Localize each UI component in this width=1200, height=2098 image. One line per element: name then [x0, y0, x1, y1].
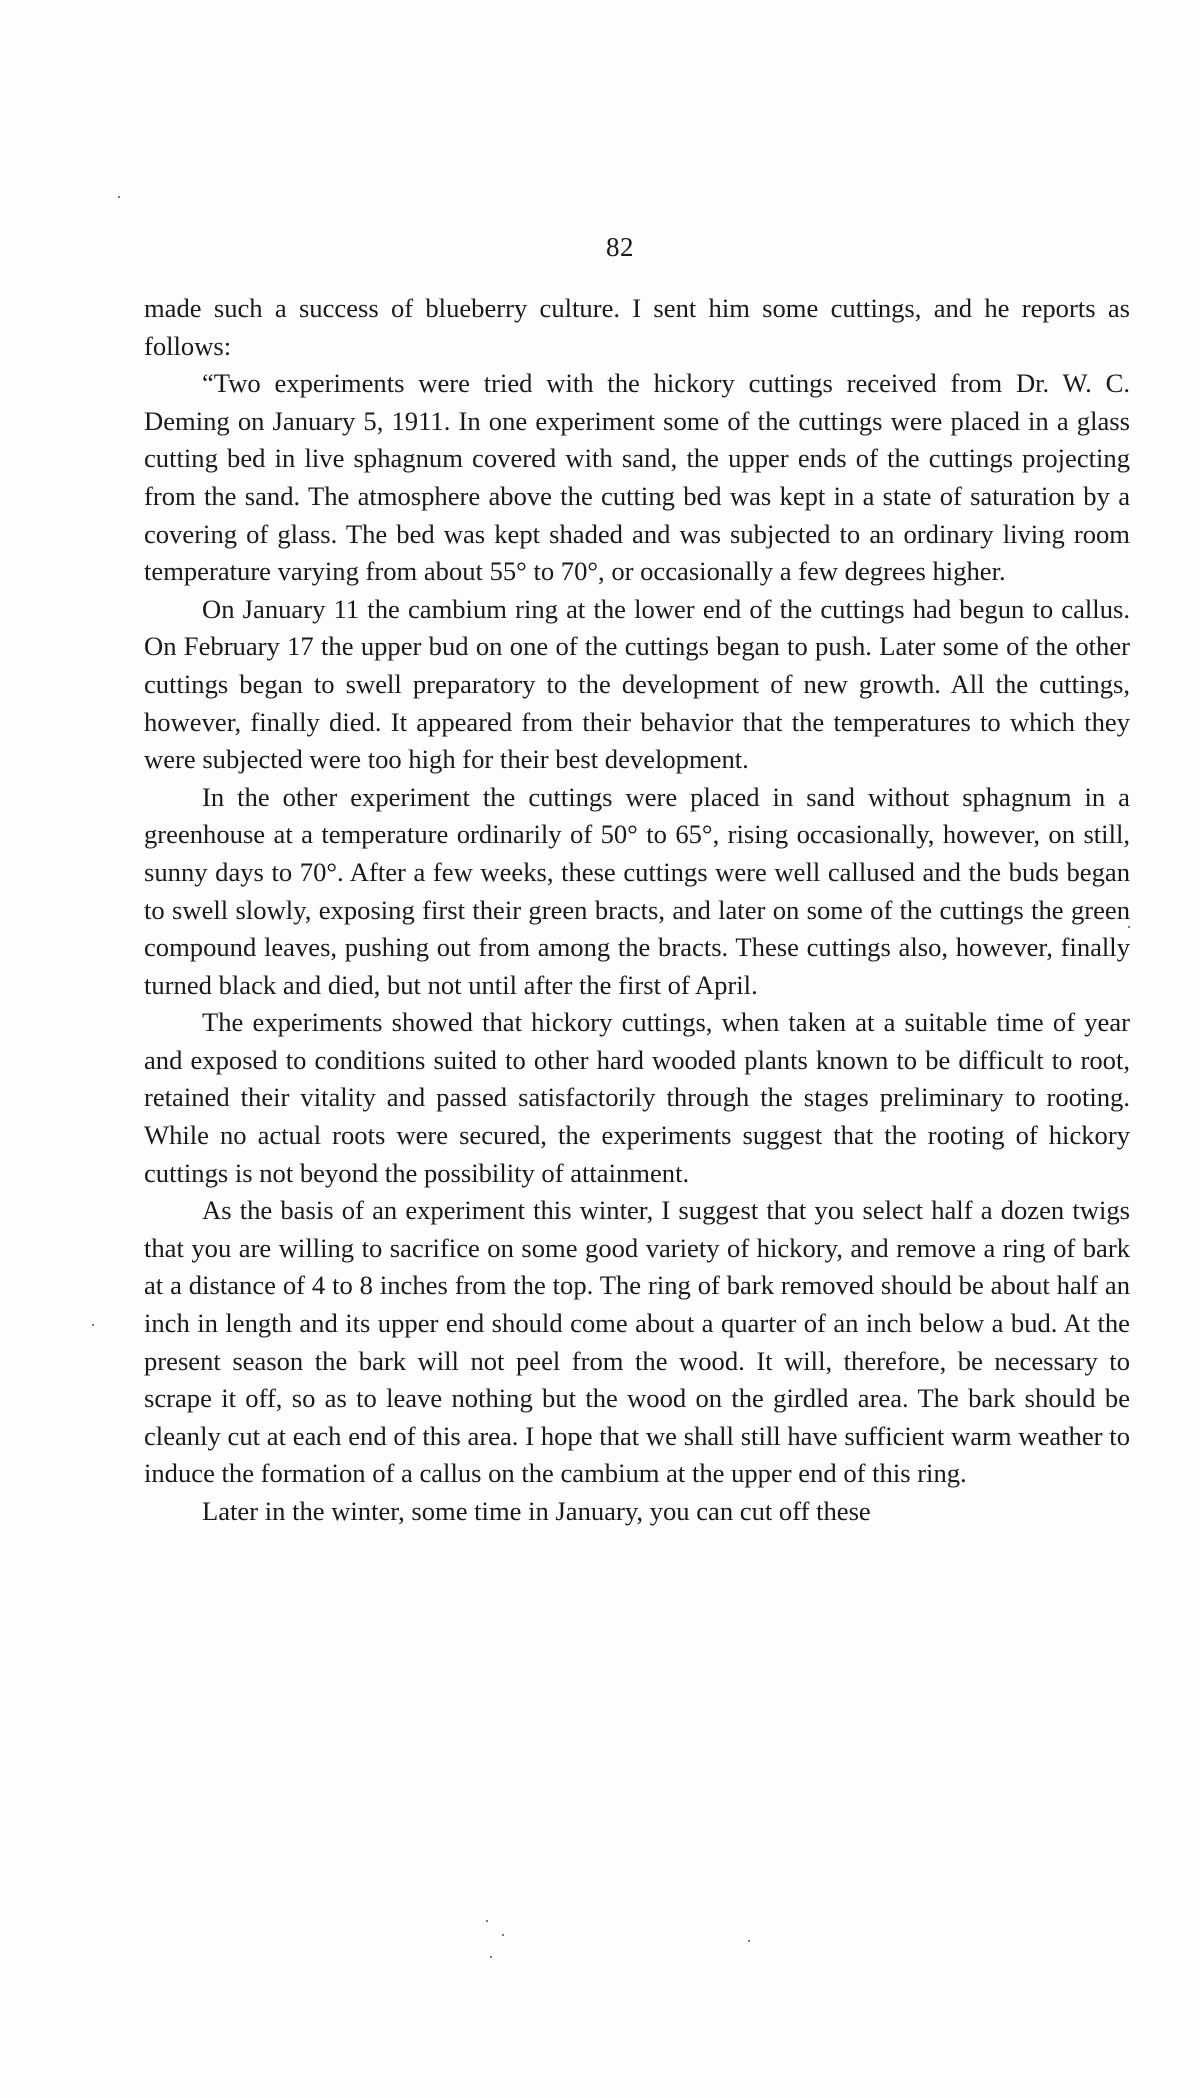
scan-speck [486, 1920, 488, 1922]
scan-speck [1128, 926, 1130, 928]
scan-speck [118, 196, 120, 198]
scan-speck [92, 1324, 94, 1326]
page-number: 82 [606, 232, 634, 262]
paragraph-january: On January 11 the cambium ring at the lower end of the cuttings had begun to callus. On February 17 the upper bud on one of the cuttings began to push. Later some of the other cuttings began to swell preparatory to the development of new growth. All the cuttings, however, finally died. It appeared from their behavior that the temperatures to which they were subjected were too high for their best development. [144, 593, 1130, 775]
scan-speck [502, 1934, 504, 1936]
paragraph-later: Later in the winter, some time in January, you can cut off these [202, 1496, 871, 1526]
paragraph-conclusions: The experiments showed that hickory cuttings, when taken at a suitable time of year and exposed to conditions suited to other hard wooded plants known to be difficult to root, retained their vitality and passed satisfactorily through the stages preliminary to rooting. While no actual roots were secured, the experiments suggest that the rooting of hickory cuttings is not beyond the possibility of attainment. [144, 1007, 1130, 1188]
scan-speck [490, 1956, 492, 1958]
paragraph-quote-start: “Two experiments were tried with the hickory cuttings received from Dr. W. C. Deming on January 5, 1911. In one experiment some of the cuttings were placed in a glass cutting bed in live sphagnum covered with sand, the upper ends of the cuttings projecting from the sand. The atmosphere above the cutting bed was kept in a state of saturation by a covering of glass. The bed was kept shaded and was subjected to an ordinary living room temperature varying from about 55° to 70°, or occasionally a few degrees higher. [144, 368, 1130, 587]
paragraph-continued: made such a success of blueberry culture. I sent him some cuttings, and he reports as follows: [144, 293, 1130, 361]
body-text [144, 290, 1130, 1531]
paragraph-other-experiment: In the other experiment the cuttings were placed in sand without sphagnum in a greenhouse at a temperature ordinarily of 50° to 65°, rising occasionally, however, on still, sunny days to 70°. After a few weeks, these cuttings were well callused and the buds began to swell slowly, exposing first their green bracts, and later on some of the cuttings the green compound leaves, pushing out from among the bracts. These cuttings also, however, finally turned black and died, but not until after the first of April. [144, 781, 1130, 1000]
scan-speck [748, 1940, 750, 1942]
paragraph-suggestion: As the basis of an experiment this winter, I suggest that you select half a dozen twigs that you are willing to sacrifice on some good variety of hickory, and remove a ring of bark at a distance of 4 to 8 inches from the top. The ring of bark removed should be about half an inch in length and its upper end should come about a quarter of an inch below a bud. At the present season the bark will not peel from the wood. It will, therefore, be necessary to scrape it off, so as to leave nothing but the wood on the girdled area. The bark should be cleanly cut at each end of this area. I hope that we shall still have sufficient warm weather to induce the formation of a callus on the cambium at the upper end of this ring. [144, 1195, 1130, 1489]
